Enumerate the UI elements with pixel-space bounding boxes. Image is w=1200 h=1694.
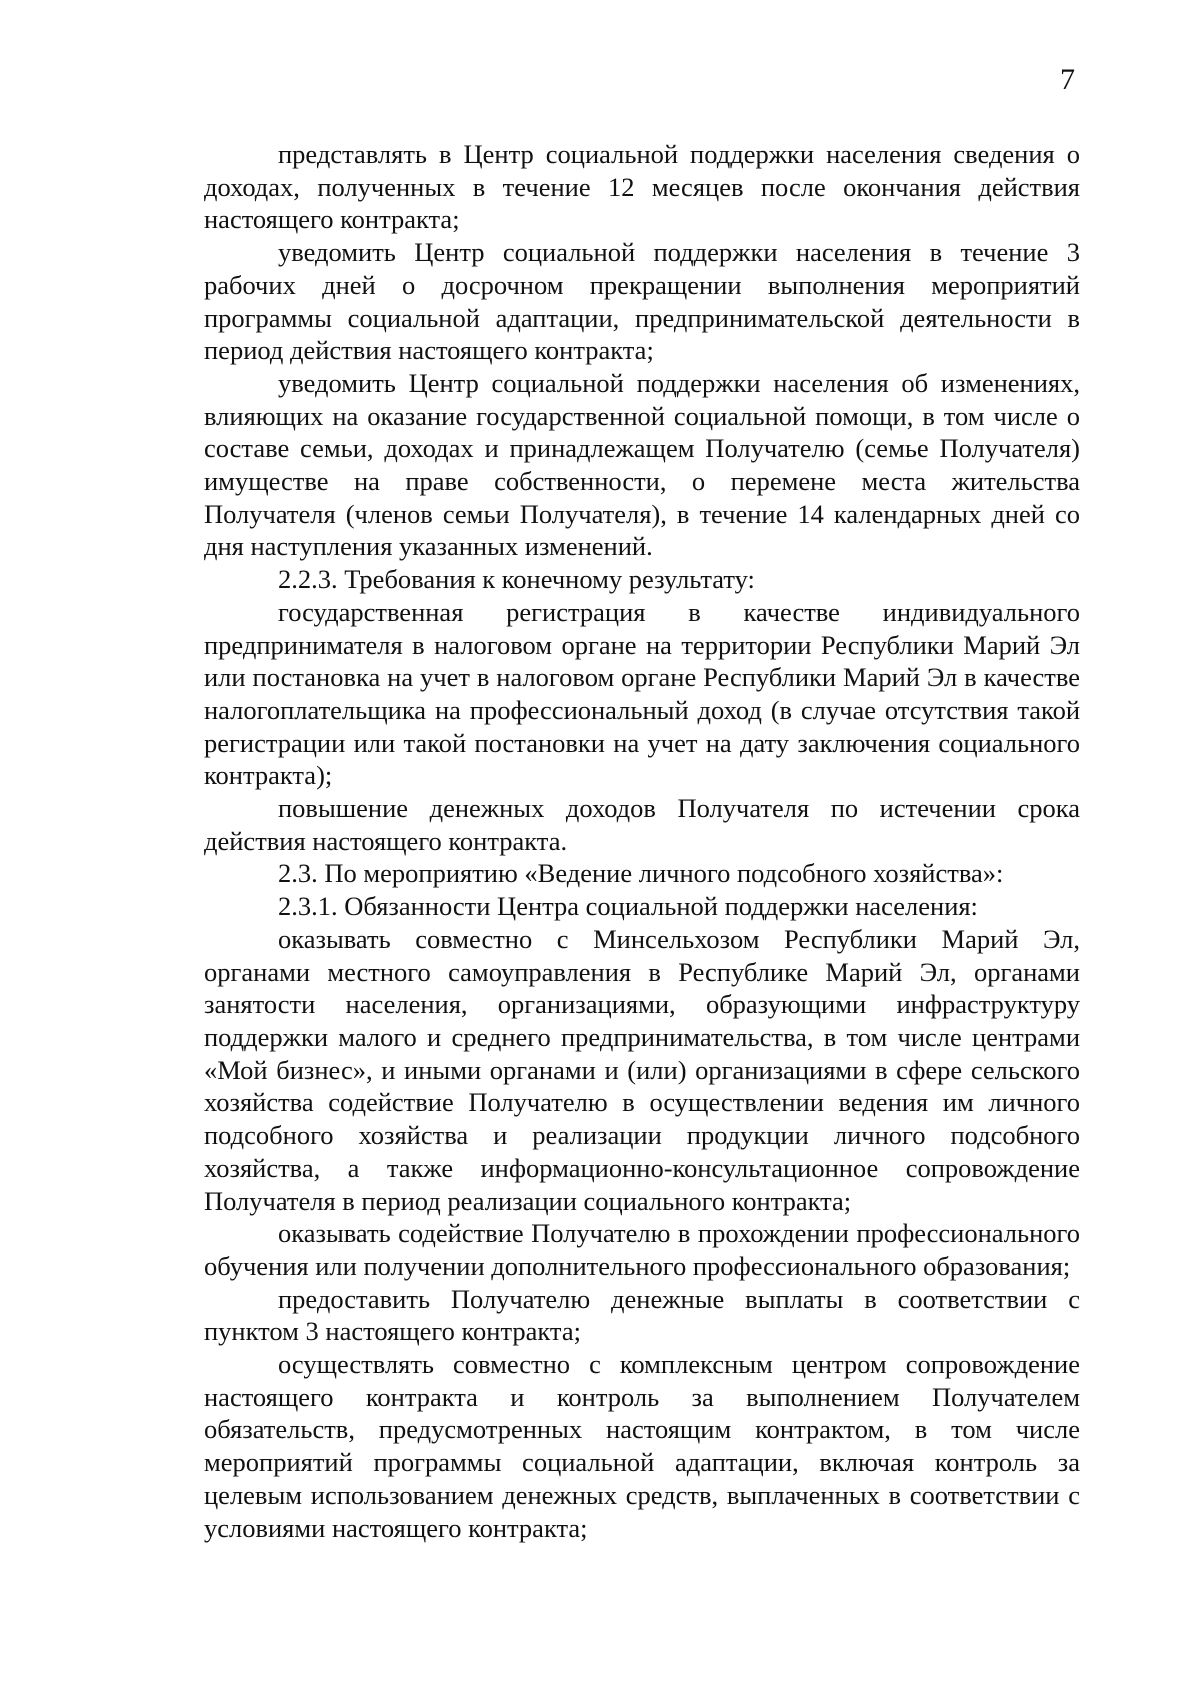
section-heading: 2.3.1. Обязанности Центра социальной поддержки населения: bbox=[278, 891, 978, 922]
paragraph: осуществлять совместно с комплексным центром сопровождение настоящего контракта и контроль за выполнением Получателем обязательств, предусмотренных настоящим контрактом, в том числе мероприятий программы социальной адаптации, включая контроль за целевым использованием денежных средств, выплаченных в соответствии с условиями настоящего контракта; bbox=[204, 1349, 1080, 1543]
section-heading: 2.3. По мероприятию «Ведение личного подсобного хозяйства»: bbox=[278, 858, 1004, 889]
paragraph: предоставить Получателю денежные выплаты в соответствии с пунктом 3 настоящего контракта; bbox=[204, 1283, 1080, 1347]
paragraph: оказывать содействие Получателю в прохождении профессионального обучения или получении дополнительного профессионального образования; bbox=[204, 1218, 1080, 1281]
paragraph: представлять в Центр социальной поддержки населения сведения о доходах, полученных в течение 12 месяцев после окончания действия настоящего контракта; bbox=[204, 139, 1080, 235]
paragraph: государственная регистрация в качестве индивидуального предпринимателя в налоговом органе на территории Республики Марий Эл или постановка на учет в налоговом органе Республики Марий Эл в качестве налогоплательщика на профессиональный доход (в случае отсутствия такой регистрации или такой постановки на учет на дату заключения социального контракта); bbox=[204, 596, 1080, 791]
section-heading: 2.2.3. Требования к конечному результату: bbox=[278, 564, 755, 595]
paragraph: оказывать совместно с Минсельхозом Республики Марий Эл, органами местного самоуправления в Республике Марий Эл, органами занятости населения, организациями, образующими инфраструктуру поддержки малого и среднего предпринимательства, в том числе центрами «Мой бизнес», и иными органами и (или) организациями в сфере сельского хозяйства содействие Получателю в осуществлении ведения им личного подсобного хозяйства и реализации продукции личного подсобного хозяйства, а также информационно-консультационное сопровождение Получателя в период реализации социального контракта; bbox=[204, 923, 1080, 1216]
paragraph: повышение денежных доходов Получателя по истечении срока действия настоящего контракта. bbox=[204, 793, 1080, 856]
page-number: 7 bbox=[1060, 63, 1075, 96]
document-body bbox=[204, 138, 1080, 1544]
paragraph: уведомить Центр социальной поддержки населения об изменениях, влияющих на оказание государственной социальной помощи, в том числе о составе семьи, доходах и принадлежащем Получателю (семье Получателя) имуществе на праве собственности, о перемене места жительства Получателя (членов семьи Получателя), в течение 14 календарных дней со дня наступления указанных изменений. bbox=[204, 367, 1080, 562]
paragraph: уведомить Центр социальной поддержки населения в течение 3 рабочих дней о досрочном прекращении выполнения мероприятий программы социальной адаптации, предпринимательской деятельности в период действия настоящего контракта; bbox=[204, 237, 1080, 366]
